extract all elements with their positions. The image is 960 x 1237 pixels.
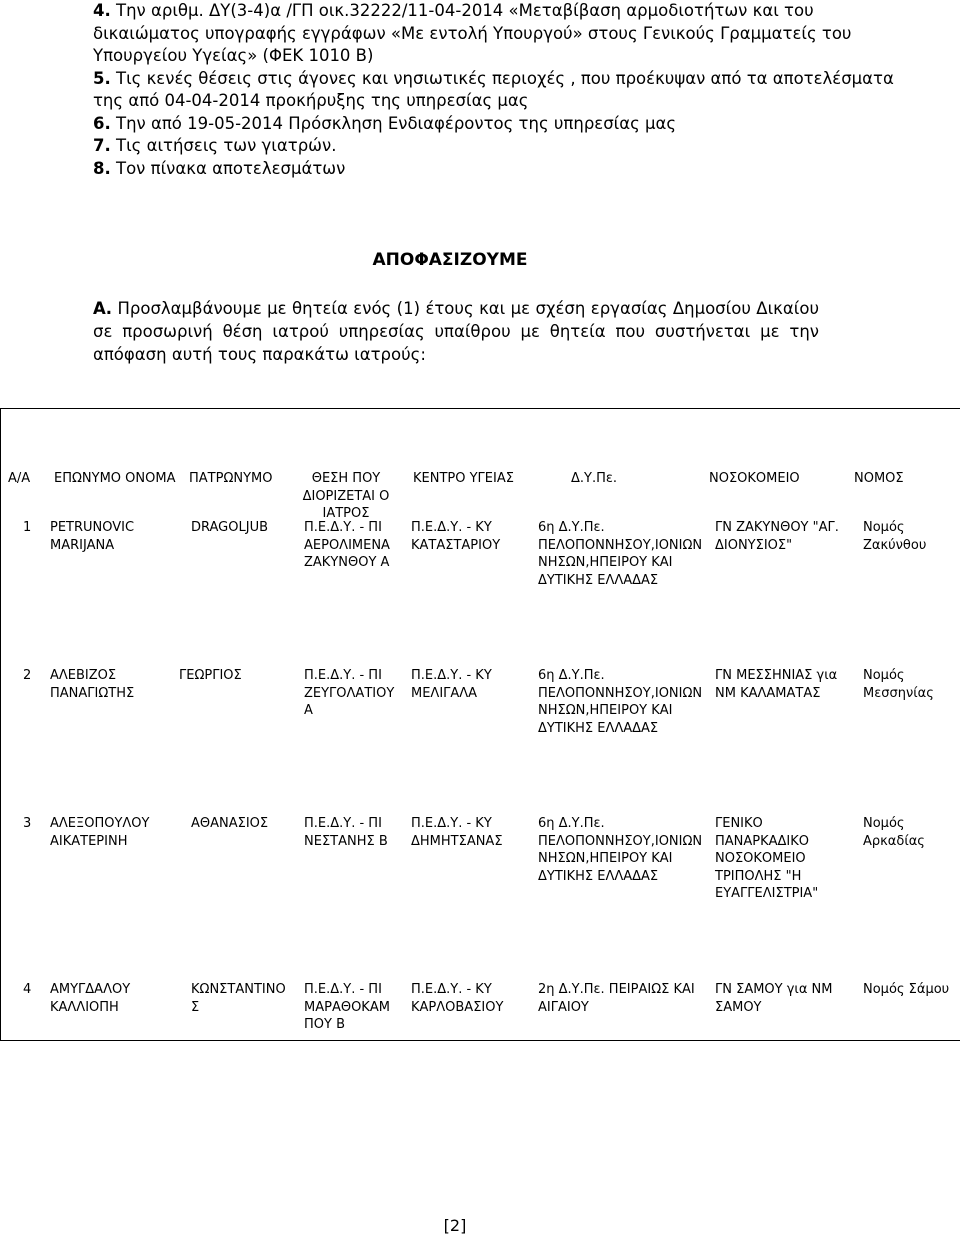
header-hospital: ΝΟΣΟΚΟΜΕΙΟ [709,471,800,486]
table-row-3-position: Π.Ε.Δ.Υ. - ΠΙ ΝΕΣΤΑΝΗΣ Β [304,816,388,849]
table-row-3-dype: 6η Δ.Υ.Πε. ΠΕΛΟΠΟΝΝΗΣΟΥ,ΙΟΝΙΩΝ ΝΗΣΩΝ,ΗΠΕΙΡΟΥ ΚΑΙ ΔΥΤΙΚΗΣ ΕΛΛΑΔΑΣ [538,816,703,884]
table-row-3-health-center: Π.Ε.Δ.Υ. - ΚΥ ΔΗΜΗΤΣΑΝΑΣ [411,816,503,849]
item-8: 8. Τον πίνακα αποτελεσμάτων [93,158,346,178]
table-row-1-father: DRAGOLJUB [191,520,268,535]
considerations-list [93,0,923,180]
table-row-4-father: ΚΩΝΣΤΑΝΤΙΝΟ Σ [191,982,286,1015]
header-aa: Α/Α [8,471,31,486]
table-row-2-prefecture: Νομός Μεσσηνίας [863,668,934,701]
page-number: [2] [443,1216,467,1235]
table-row-2-father: ΓΕΩΡΓΙΟΣ [179,668,242,683]
table-row-4-name: ΑΜΥΓΔΑΛΟΥ ΚΑΛΛΙΟΠΗ [50,982,131,1015]
table-row-4-health-center: Π.Ε.Δ.Υ. - ΚΥ ΚΑΡΛΟΒΑΣΙΟΥ [411,982,504,1015]
intro-paragraph: Α. Προσλαμβάνουμε με θητεία ενός (1) έτους και με σχέση εργασίας Δημοσίου Δικαίου σε προσωρινή θέση ιατρού υπηρεσίας υπαίθρου με θητεία που συστήνεται με την απόφαση αυτή τους παρακάτω ιατρούς: [93,299,819,364]
table-row-1-prefecture: Νομός Ζακύνθου [863,520,927,553]
item-5: 5. Τις κενές θέσεις στις άγονες και νησιωτικές περιοχές , που προέκυψαν από τα αποτελέσματα της από 04-04-2014 προκήρυξης της υπηρεσίας μας [93,68,894,110]
header-dype: Δ.Υ.Πε. [571,471,618,486]
table-row-4-hospital: ΓΝ ΣΑΜΟΥ για ΝΜ ΣΑΜΟΥ [715,982,833,1015]
table-row-2-health-center: Π.Ε.Δ.Υ. - ΚΥ ΜΕΛΙΓΑΛΑ [411,668,492,701]
table-row-2-hospital: ΓΝ ΜΕΣΣΗΝΙΑΣ για ΝΜ ΚΑΛΑΜΑΤΑΣ [715,668,838,701]
item-4: 4. Την αριθμ. ΔΥ(3-4)α /ΓΠ οικ.32222/11-04-2014 «Μεταβίβαση αρμοδιοτήτων και του δικαιώματος υπογραφής εγγράφων «Με εντολή Υπουργού» στους Γενικούς Γραμματείς του Υπουργείου Υγείας» (ΦΕΚ 1010 Β) [93,1,852,65]
header-position: ΘΕΣΗ ΠΟΥ ΔΙΟΡΙΖΕΤΑΙ Ο ΙΑΤΡΟΣ [302,471,390,521]
header-prefecture: ΝΟΜΟΣ [854,471,904,486]
table-row-3-prefecture: Νομός Αρκαδίας [863,816,925,849]
item-6: 6. Την από 19-05-2014 Πρόσκληση Ενδιαφέροντος της υπηρεσίας μας [93,113,677,133]
table-row-1-dype: 6η Δ.Υ.Πε. ΠΕΛΟΠΟΝΝΗΣΟΥ,ΙΟΝΙΩΝ ΝΗΣΩΝ,ΗΠΕΙΡΟΥ ΚΑΙ ΔΥΤΙΚΗΣ ΕΛΛΑΔΑΣ [538,520,703,588]
table-row-2-position: Π.Ε.Δ.Υ. - ΠΙ ΖΕΥΓΟΛΑΤΙΟΥ Α [304,668,395,718]
table-row-4-aa: 4 [23,982,32,997]
header-name: ΕΠΩΝΥΜΟ ΟΝΟΜΑ [54,471,176,486]
table-row-1-position: Π.Ε.Δ.Υ. - ΠΙ ΑΕΡΟΛΙΜΕΝΑ ΖΑΚΥΝΘΟΥ Α [304,520,390,570]
table-row-2-aa: 2 [23,668,32,683]
item-7: 7. Τις αιτήσεις των γιατρών. [93,136,337,155]
table-row-3-father: ΑΘΑΝΑΣΙΟΣ [191,816,269,831]
table-row-2-name: ΑΛΕΒΙΖΟΣ ΠΑΝΑΓΙΩΤΗΣ [50,668,135,701]
table-row-1-name: PETRUNOVIC MARIJANA [50,520,135,553]
table-row-4-prefecture: Νομός Σάμου [863,982,950,997]
doctors-table [0,408,960,1041]
table-row-3-aa: 3 [23,816,32,831]
table-row-4-dype: 2η Δ.Υ.Πε. ΠΕΙΡΑΙΩΣ ΚΑΙ ΑΙΓΑΙΟΥ [538,982,695,1015]
header-father: ΠΑΤΡΩΝΥΜΟ [189,471,273,486]
table-row-3-hospital: ΓΕΝΙΚΟ ΠΑΝΑΡΚΑΔΙΚΟ ΝΟΣΟΚΟΜΕΙΟ ΤΡΙΠΟΛΗΣ "Η ΕΥΑΓΓΕΛΙΣΤΡΙΑ" [715,816,819,901]
table-row-1-health-center: Π.Ε.Δ.Υ. - ΚΥ ΚΑΤΑΣΤΑΡΙΟΥ [411,520,501,553]
table-row-2-dype: 6η Δ.Υ.Πε. ΠΕΛΟΠΟΝΝΗΣΟΥ,ΙΟΝΙΩΝ ΝΗΣΩΝ,ΗΠΕΙΡΟΥ ΚΑΙ ΔΥΤΙΚΗΣ ΕΛΛΑΔΑΣ [538,668,703,736]
table-row-3-name: ΑΛΕΞΟΠΟΥΛΟΥ ΑΙΚΑΤΕΡΙΝΗ [50,816,150,849]
header-health-center: ΚΕΝΤΡΟ ΥΓΕΙΑΣ [413,471,514,486]
table-row-4-position: Π.Ε.Δ.Υ. - ΠΙ ΜΑΡΑΘΟΚΑΜ ΠΟΥ Β [304,982,390,1032]
decision-heading: ΑΠΟΦΑΣΙΖΟΥΜΕ [372,250,528,270]
table-row-1-hospital: ΓΝ ΖΑΚΥΝΘΟΥ "ΑΓ. ΔΙΟΝΥΣΙΟΣ" [715,520,839,553]
table-row-1-aa: 1 [23,520,32,535]
